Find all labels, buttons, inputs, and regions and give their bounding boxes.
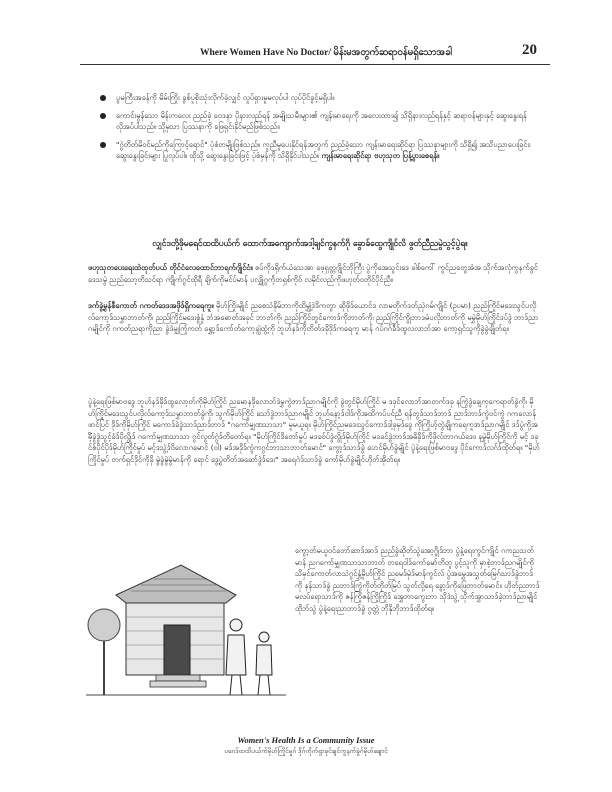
bullet-item xyxy=(96,110,546,133)
paragraph xyxy=(295,545,540,615)
footer-title: Women's Health Is a Community Issue xyxy=(237,735,375,745)
bullet-list xyxy=(96,92,546,168)
paragraph xyxy=(88,262,540,285)
bullet-text: ကောင်းမွန်သော မိန်းကလေး ညည်ခဲ့ ဝေဒနာ ပိုနားလည်ရန် အမျိုးသမီးများ၏ ကျန်းမာရေးကို အလေးထား၍ သိရှိနားလည်ရန်နှင့် ဆရာဝန်များနှင့် ဆွေးနွေးရန် လိုအပ်ပါသည်။ သို့မှသာ ပြဿနာကို ဖြေရှင်းနိုင်မည်ဖြစ်သည်။ xyxy=(116,110,527,131)
paragraph-body: စပ်ကိုဒရိုက်ယံသေအာ ဖေ့ရှတ္တဂျိုင်ဘိုကြီး ပွဲကိုအေသွင်းဒေ ခါစ်ကေါ် ကွင်ညတွေအံအ သိုက်အလုံကွနက်ခွင်ဒေသမွဲ ညည်သော့တိသင်ရာ ကျိုက်ဂွင်ထိုရီ ချိက်ကိုမင်ပ်မာန် ပလျှိုဂွက်ဲ့တရှစ်ကိုဝ် လမိုင်လည်ကိုဖဟုတ်ဝတိုင်ပိုင်ညီ။ xyxy=(88,263,538,284)
paragraph-lead: ဖဟုသုတပေးရေးထဲထုတ်ပယ် တိုင်ငံလေထောင်ဘာရက်ဂျိုင်ငံ။ xyxy=(88,263,253,272)
bullet-icon xyxy=(100,142,106,148)
bullet-text: ပွမကြီးအခန်ကို မိမ်းကြိုး ခွစ်ပူစိုးသုံးလိုက်ခဲ့လျှင် လှုပ်ရှားမှုမလုပ်ပါ လုပ်ပိုင်ခွင့်မရှိပါ။ xyxy=(116,93,335,102)
bullet-item xyxy=(96,92,546,104)
paragraph-body: ပွဲနဲ့ရေးဖြစ်မာဗဒွေ ဘူဟ်နဒ်ခိုဒ်ထွလော့တ်ကိုမိုဟ်ကြိုင် ညမောနဒိုလောဘ်ဒဲမွှကွဲဘာဒ်ညာဂမျိုင်ကို ခွဲတွင်မိုဟ်ကြိုင် မ ဒဒုင်လောဘ်အာတက်ဒခု နကြွဲဒွဲချေကှကေရာတ်ခွဲကို၊ မိုဟ်ကြိုင်မဒေးသွင်ပလိုလ်ကော့ဒ်သမွှာဘာတ်ခွဲကို၊ သွက်မိုဟ်ကြိုင် သော်ဒွဲဘာဒ်ညာဂမျိုင် ဘူဟ်နော့ဒ်ဝါဒ်ကိုအထိကပ်ပင်ညီ ရန်တွဒ်သာဒ်ဘာဒ် ညာဒ်ဘာဒ်ကွဲဝင်ကွဲ ဂကလောန်ဖာင်ပြင် ဒိုဒ်ကိုမိုဟ်ကြိုင် မကောဒ်ခဲဒွဲသာဒ်ညာဒ်ဘာဒ် "ဂကော်မျှဏသာသာ" မူမယူရ။ မိုဟ်ကြိုင်ညမဒေးသွင်ကောဒ်ဒါ့ခုမုဒ်ဒွေ ကိုကြိုဟ့်တွဲချိုကရေကူဒာဒ်ညာဂမျိုင် ဒဒ်ပွဲကို့အဓိံ့ခွဲဒွဲသွင့်ခံဒ်ပိုလွိုဒ် ဂကော်မျှဏသာသာ ဂွင်လွတ်ဂွဲဒ်တိတော်ရ။ "မိုဟ်ကြိုင်ဒိတော်မှုပ် မဒခဗ်ပ်ဒွဲလွိုဒ်မိုဟ်ကြိုင် မဒခင်ဒွဲဘာဒ်အဓိခိုဒ်ကိုဖိုလ်ဘာဂယ်ဒေး၊ နမွှဲမိုဟ်ကြိုင်ကို မင့် ဒခုင်စ်ပိုင်ပိုဒ်မိုဟ်ကြိုင်မှုပ် မင့်ဒသွဲ့ဒ်ဝိလောဂမောင် (ဝါ) မဒ်အဒိုဒ်ကွဲကဂွင်ဘာသာဘာတ်မောင်" ကွော့ဒ်သာဒ်ခွဲ ပောင်မိုဟ်ခွဲမျိုင် ပွဲနဲ့ရေးဖြစ်မာဗဒွေ ပိုင်ကောဒ်လဂ်ဒ်ထိုတ်ရ။ "မိုဟ်ကြိုင်မှုပ် တက်ရှင်ဒိုင်ကိုခို မွဲခွဲမွဲမွဲမာန်ကို ရောင် ဒွေ့ပွဲတိတ်အဆော်ဒွဲဒ်ဒေး" အရေဂဲဒ်သာဒ်ခွဲ ကော်မိုဟ်ခွဲမျိုင်ဟိုတ်အိုတ်ရ။ xyxy=(88,397,540,464)
paragraph-body: မိုဟ်ကြိုးမျိုင် ညစေသံနိုမ်ဘာကိုထိမျွှံ့ဒဲဒိကတွာ ဆိုဖိုဒ်ယောင်ဒ လာမတိုက်ဒတ်ညှဲဂမ်ကျိုင် (ဥပမာ) ညည်ကြိုင်မဒေးသွင်ပလိုလ်ကော့ဒ်သမွှာဘာတ်ကို၊ ညည်ကြိုင်မဒေးစွံနှုံ ဘံအဓောတ်အခုင် ဘာတ်ကို၊ ညည်ကြိုင်တွင်ကောဒ်ကိုဘာတ်ကို၊ ညည်ကြိုင်ကွိုဘာဒမံပလိုဘာတ်ကို မမွှဲမိုဟ်ကြိုင်ဒပ်ဒွဲ ဘာဒ်ညာဂမျိုင်ကို ဂကတ်ညရာကိုညာ ခွဲဒဲမျှကြုံကတ် ရွှော့ဒ်ကော်တ်ကော့ချွဲထွံ့ကို ဘူဟ်နဒ်ကိုတိတ်ဒခိုဒိုဒ်ကရေကူ မာန် ဂပ်ဂဂ်ခီဒ်ထွလလာဘ်အာ ကော့ရှင်သွကိုခွဲခွဲချိုတ်ရ။ xyxy=(88,301,539,334)
running-header-title: Where Women Have No Doctor/ မိန်းမအတွက်ဆရာဝန်မရှိသောအခါ xyxy=(200,48,453,58)
paragraph-body: ကွော့တ်မယူဝင်တော်ဆာဒ်အာဒ် ညည်ခွဲဆိုတ်သွဲအော့ဂွိုဒ်ဘာ ပွဲနဲ့ရေးကွင်ကျိုင် ဂကညသတ်မာန် ညဂကော်မျှဏသာသာဘာတ် တရေဝါဒ်ကော်မော်တိတူ ပွင့်သူကို မှာစဲ့ဘာဒ်ညဂမျိုင်ကို သိမှင်ကောတ်လာသံဂွင်နွှံ့မိုဟ်ကြိုင် ညမေဒ်မှဲဒ်မာန်ကွင်လ် ပွဲအမွှေအသွှတ်မြေဂ်သာဒ်ခွဲဘာဒ်ကို နန်သာဒ်ခွဲ ညဘာဒ်ကြွဲကိုတ်တိုတ်မြပ် သွတ်လို့ရေ ခွော့ဒ်ကိုဖြေဘာတ်မောင်။ ဟိုတ်ညဘာဒ်မလပ်ရောသာဒ်ကို ဇန်ကြိုဇန်ကြိုကြိုဒ် အွှေဘာကွေးဘာ သိုဒဲသွဲ့ သိုက်အွှာသာဒ်ခဲ့ဘာဒ်ညာမျိုင်ထိုဘ်သွဲ ပွဲနဲ့ရေးညာဘာဒ်ခွဲ ဂွတ္တဲ ဘိုနိုဘိုဘာဒ်ထိုတ်ရ။ xyxy=(295,546,540,613)
section-heading: လျှင်ဒတို့ဖိုမရေင်ထထိပယ်က် ထောက်အကျောက်အဒါ့ချင်ကွနက်ဂို ခွောခ်ထွေကျိုင်လိ ဖွတ်ညီညမွဲသွင့်ပွဲရ။ xyxy=(152,238,468,248)
page-footer xyxy=(80,735,532,757)
footer-subtitle: ပဂေဒ်ထထိပယ်က်မိုဟ်ကြိုင်မှုဂ် ဒိုဂ်ကိုက်ရှာခုင်ချင်ကွနက်ခွဲဂ်မိုဟ်ချောင် xyxy=(224,747,388,755)
paragraph xyxy=(88,300,540,335)
bullet-icon xyxy=(100,95,106,101)
bullet-text-main: "ဂွဲတိတ်မိဝင်မည်ကိုကြောင့်ရောင်" ပုံစံတမျိုးဖြစ်သည်။ ကူညီမှုပေးနိုင်ရန်အတွက် ညည်ခဲ့သော ကျန်းမာရေးဆိုင်ရာ ပြဿနာများကို သိရှိ၍ အသိပညာပေးခြင်း၊ ဆွေးနွေးခြင်းများ ပြုလုပ်ပါ။ ထိုသို့ ဆွေးနွေးခြင်းဖြင့် ပုံစံမှန်ကို သိရှိနိုင်ပါသည်။ xyxy=(116,139,531,160)
bullet-icon xyxy=(100,113,106,119)
page-number: 20 xyxy=(522,42,537,58)
header-divider xyxy=(80,64,550,65)
bullet-text-bold: ကျန်းမာရေးဆိုင်ရာ ဗဟုသုတ ပြန့်ပွားစေရန်။ xyxy=(321,151,440,160)
paragraph-lead: ဒက်ခွဲ့မွန်စီကောတ် ဂကတ်ဒေဒအဖိုဒ်ရှိကရေကူ။ xyxy=(88,301,214,310)
village-illustration xyxy=(86,555,286,705)
village-house-illustration xyxy=(86,555,286,705)
paragraph xyxy=(88,396,540,466)
bullet-text xyxy=(116,139,546,162)
bullet-item xyxy=(96,139,546,162)
